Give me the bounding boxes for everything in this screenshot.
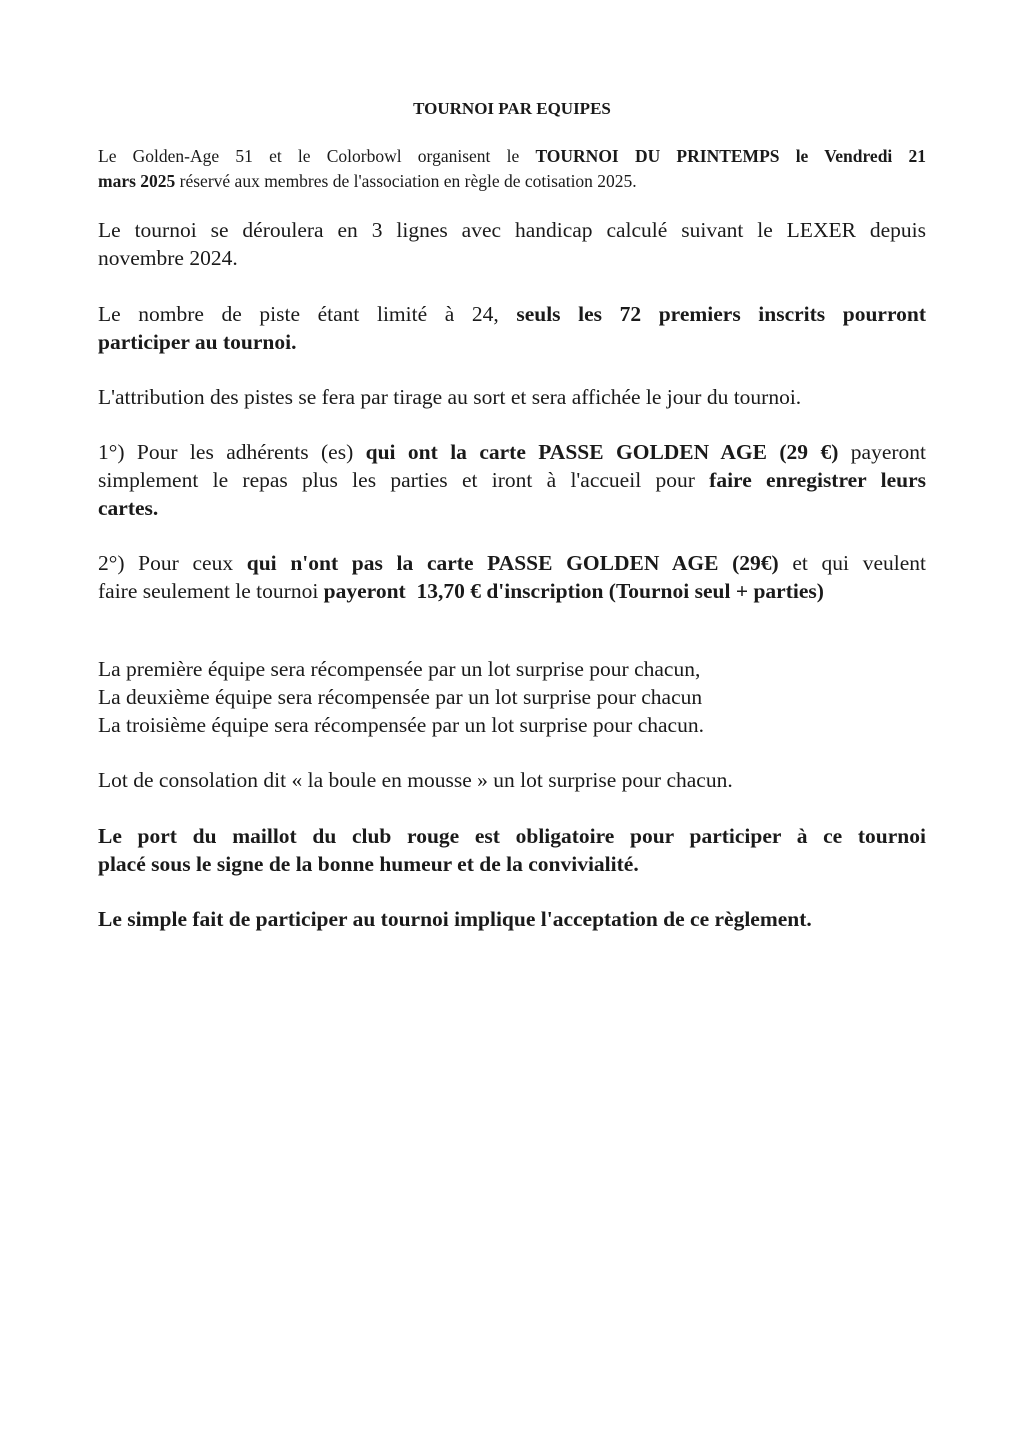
page-title: TOURNOI PAR EQUIPES — [413, 99, 611, 118]
sans-carte-line-1 — [98, 549, 926, 577]
pistes-text-b: seuls les 72 premiers inscrits pourront — [516, 302, 926, 326]
pistes-text-a: Le nombre de piste étant limité à 24, — [98, 302, 517, 326]
pistes-line-2 — [98, 328, 926, 356]
prize-line-first: La première équipe sera récompensée par un lot surprise pour chacun, — [98, 657, 701, 681]
sans-carte-text-e: payeront 13,70 € d'inscription (Tournoi seul + parties) — [323, 579, 824, 603]
carte-text-e: faire enregistrer leurs — [709, 468, 926, 492]
intro-text-d: réservé aux membres de l'association en règle de cotisation 2025. — [175, 171, 637, 191]
pistes-line-1 — [98, 300, 926, 328]
carte-line-2 — [98, 466, 926, 494]
paragraph-prizes — [98, 655, 926, 739]
intro-event-date: mars 2025 — [98, 171, 176, 191]
carte-text-f: cartes. — [98, 496, 159, 520]
carte-text-b: qui ont la carte PASSE GOLDEN AGE (29 €) — [365, 440, 839, 464]
paragraph-carte — [98, 438, 926, 522]
sans-carte-line-2 — [98, 577, 926, 605]
consolation-line: Lot de consolation dit « la boule en mousse » un lot surprise pour chacun. — [98, 768, 733, 792]
intro-paragraph — [98, 144, 926, 194]
lignes-line-1: Le tournoi se déroulera en 3 lignes avec handicap calculé suivant le LEXER depuis — [98, 218, 926, 242]
pistes-text-c: participer au tournoi. — [98, 330, 297, 354]
attribution-line: L'attribution des pistes se fera par tirage au sort et sera affichée le jour du tournoi. — [98, 385, 802, 409]
sans-carte-text-d: faire seulement le tournoi — [98, 579, 324, 603]
carte-line-1 — [98, 438, 926, 466]
maillot-line-2: placé sous le signe de la bonne humeur et de la convivialité. — [98, 852, 639, 876]
carte-text-c: payeront — [838, 440, 926, 464]
lignes-line-2: novembre 2024. — [98, 246, 238, 270]
sans-carte-text-b: qui n'ont pas la carte PASSE GOLDEN AGE (29€) — [246, 551, 779, 575]
paragraph-consolation — [98, 766, 926, 794]
carte-text-a: 1°) Pour les adhérents (es) — [98, 440, 366, 464]
intro-line-2 — [98, 171, 637, 191]
sans-carte-text-a: 2°) Pour ceux — [98, 551, 247, 575]
carte-text-d: simplement le repas plus les parties et iront à l'accueil pour — [98, 468, 710, 492]
prize-line-third: La troisième équipe sera récompensée par un lot surprise pour chacun. — [98, 713, 704, 737]
paragraph-maillot — [98, 822, 926, 878]
paragraph-pistes — [98, 300, 926, 356]
paragraph-attribution — [98, 383, 926, 411]
intro-event-name: TOURNOI DU PRINTEMPS le Vendredi 21 — [535, 146, 926, 166]
prize-line-second: La deuxième équipe sera récompensée par un lot surprise pour chacun — [98, 685, 703, 709]
intro-line-1 — [98, 144, 926, 169]
reglement-line: Le simple fait de participer au tournoi implique l'acceptation de ce règlement. — [98, 907, 812, 931]
carte-line-3 — [98, 494, 926, 522]
sans-carte-text-c: et qui veulent — [778, 551, 926, 575]
maillot-line-1: Le port du maillot du club rouge est obligatoire pour participer à ce tournoi — [98, 824, 926, 848]
paragraph-reglement — [98, 905, 926, 933]
intro-text-a: Le Golden-Age 51 et le Colorbowl organisent le — [98, 146, 536, 166]
paragraph-sans-carte — [98, 549, 926, 605]
paragraph-lignes — [98, 216, 926, 272]
